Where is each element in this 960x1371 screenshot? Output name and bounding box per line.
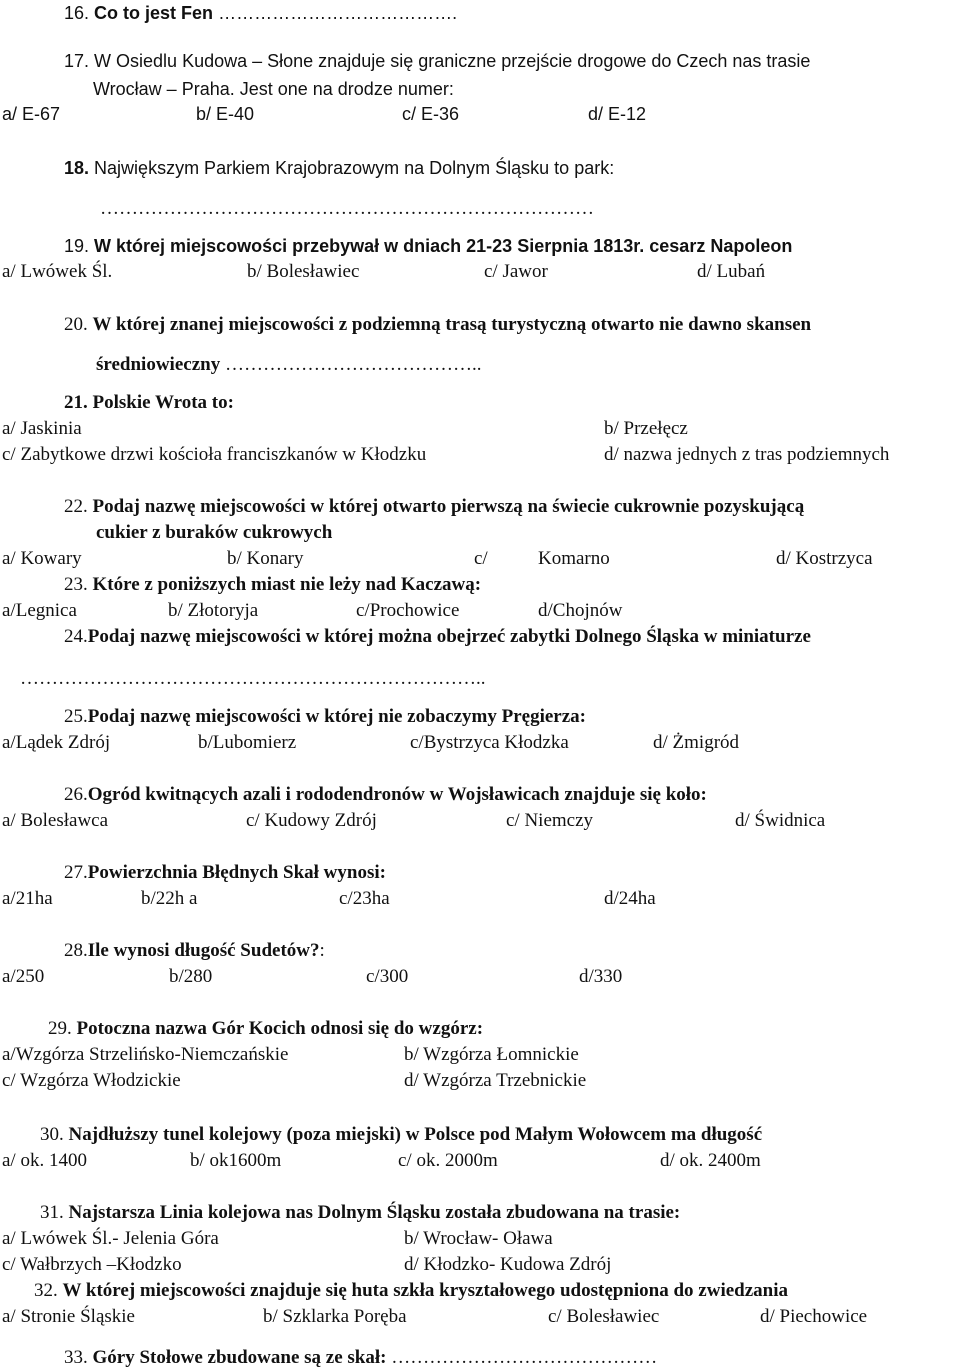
question-21 (64, 392, 234, 414)
option-a: a/ Bolesławca (2, 810, 109, 831)
option-a: a/Legnica (2, 600, 77, 621)
option-c: c/300 (366, 966, 409, 987)
question-16 (64, 2, 457, 24)
question-number: 32. (34, 1280, 58, 1301)
option-b: b/ Przełęcz (604, 418, 688, 439)
question-text: W której miejscowości znajduje się huta szkła kryształowego udostępniona do zwiedzania (62, 1280, 789, 1301)
option-b: b/ Szklarka Poręba (263, 1306, 407, 1327)
option-c: c/ Zabytkowe drzwi kościoła franciszkanów w Kłodzku (2, 444, 427, 465)
question-text: Góry Stołowe zbudowane są ze skał: (92, 1347, 387, 1368)
option-d: d/ Piechowice (760, 1306, 868, 1327)
question-text: Największym Parkiem Krajobrazowym na Dolnym Śląsku to park: (94, 158, 615, 178)
option-b: b/ Wrocław- Oława (404, 1228, 553, 1249)
question-text: średniowieczny (96, 354, 221, 375)
option-b: b/ Konary (227, 548, 304, 569)
option-d: d/ Żmigród (653, 732, 740, 753)
option-b: c/ Kudowy Zdrój (246, 810, 377, 831)
question-30 (40, 1124, 762, 1146)
option-c: c/ (474, 548, 488, 569)
option-c: c/ E-36 (402, 104, 460, 124)
question-number: 25. (64, 706, 88, 727)
option-c-value: Komarno (538, 548, 610, 569)
question-text: Podaj nazwę miejscowości w której nie zobaczymy Pręgierza: (87, 706, 586, 727)
option-b: b/ E-40 (196, 104, 255, 124)
question-25 (64, 706, 586, 728)
question-number: 33. (64, 1347, 88, 1368)
question-number: 27. (64, 862, 88, 883)
question-number: 17. (64, 51, 90, 71)
option-a: a/ E-67 (2, 104, 61, 124)
option-d: d/ E-12 (588, 104, 647, 124)
option-d: d/ Kłodzko- Kudowa Zdrój (404, 1254, 612, 1275)
question-text: Polskie Wrota to: (92, 392, 234, 413)
option-c: c/ Wałbrzych –Kłodzko (2, 1254, 182, 1275)
answer-dots: …………………………………… (386, 1347, 658, 1368)
question-number: 22. (64, 496, 88, 517)
option-b: b/ ok1600m (190, 1150, 282, 1171)
question-text: Co to jest Fen (94, 3, 214, 23)
option-c: c/ Bolesławiec (548, 1306, 660, 1327)
question-19 (64, 235, 792, 257)
question-number: 19. (64, 236, 90, 256)
option-c: c/Prochowice (356, 600, 460, 621)
option-b: b/280 (169, 966, 213, 987)
question-text: Potoczna nazwa Gór Kocich odnosi się do wzgórz: (76, 1018, 484, 1039)
option-a: a/ Kowary (2, 548, 82, 569)
option-c: c/ ok. 2000m (398, 1150, 498, 1171)
question-17 (64, 50, 810, 72)
question-22-line2: cukier z buraków cukrowych (96, 522, 333, 543)
question-text: Najstarsza Linia kolejowa nas Dolnym Śląsku została zbudowana na trasie: (68, 1202, 681, 1223)
question-20-line2 (96, 354, 481, 376)
question-24 (64, 626, 811, 648)
question-29 (48, 1018, 483, 1040)
question-17-line2: Wrocław – Praha. Jest one na drodze numer: (93, 79, 454, 99)
question-18 (64, 157, 614, 179)
option-c: c/ Niemczy (506, 810, 594, 831)
question-text: Które z poniższych miast nie leży nad Kaczawą: (92, 574, 482, 595)
question-text: W Osiedlu Kudowa – Słone znajduje się graniczne przejście drogowe do Czech nas trasie (94, 51, 811, 71)
option-a: a/ ok. 1400 (2, 1150, 87, 1171)
question-number: 30. (40, 1124, 64, 1145)
option-d: d/ Świdnica (735, 810, 826, 831)
question-text: Ogród kwitnących azali i rododendronów w Wojsławicach znajduje się koło: (87, 784, 707, 805)
question-number: 18. (64, 158, 90, 178)
option-b: b/Lubomierz (198, 732, 297, 753)
question-23 (64, 574, 481, 596)
option-b: b/ Wzgórza Łomnickie (404, 1044, 579, 1065)
question-number: 24. (64, 626, 88, 647)
question-text: Podaj nazwę miejscowości w której otwarto pierwszą na świecie cukrownie pozyskującą (92, 496, 805, 517)
option-a: a/ Jaskinia (2, 418, 82, 439)
option-a: a/ Lwówek Śl. (2, 261, 113, 282)
question-20 (64, 314, 811, 336)
option-a: a/ Lwówek Śl.- Jelenia Góra (2, 1228, 219, 1249)
option-c: c/Bystrzyca Kłodzka (410, 732, 569, 753)
question-text: Ile wynosi długość Sudetów? (87, 940, 320, 961)
option-d: d/Chojnów (538, 600, 623, 621)
question-tail: : (319, 940, 325, 961)
question-number: 26. (64, 784, 88, 805)
option-a: a/21ha (2, 888, 53, 909)
option-d: d/ Kostrzyca (776, 548, 873, 569)
question-number: 28. (64, 940, 88, 961)
question-22 (64, 496, 804, 518)
question-32 (34, 1280, 788, 1302)
question-28 (64, 940, 325, 962)
option-c: c/23ha (339, 888, 390, 909)
option-a: a/Wzgórza Strzelińsko-Niemczańskie (2, 1044, 289, 1065)
option-c: c/ Wzgórza Włodzickie (2, 1070, 181, 1091)
question-text: Powierzchnia Błędnych Skał wynosi: (87, 862, 386, 883)
question-number: 23. (64, 574, 88, 595)
question-33 (64, 1347, 657, 1369)
option-c: c/ Jawor (484, 261, 548, 282)
question-number: 16. (64, 3, 90, 23)
option-b: b/ Złotoryja (168, 600, 259, 621)
option-d: d/ Wzgórza Trzebnickie (404, 1070, 587, 1091)
question-number: 29. (48, 1018, 72, 1039)
option-d: d/ nazwa jednych z tras podziemnych (604, 444, 890, 465)
question-text: Najdłuższy tunel kolejowy (poza miejski) w Polsce pod Małym Wołowcem ma długość (68, 1124, 763, 1145)
option-b: b/22h a (141, 888, 198, 909)
question-number: 31. (40, 1202, 64, 1223)
option-a: a/ Stronie Śląskie (2, 1306, 135, 1327)
question-text: Podaj nazwę miejscowości w której można obejrzeć zabytki Dolnego Śląska w miniaturze (87, 626, 811, 647)
option-d: d/330 (579, 966, 623, 987)
answer-dots: ………………………………….. (224, 354, 482, 375)
answer-dots: ……………………………………………………………….. (20, 668, 486, 689)
question-number: 20. (64, 314, 88, 335)
answer-dots: …………………………………………………………………… (100, 198, 594, 219)
option-d: d/ Lubań (697, 261, 766, 282)
question-31 (40, 1202, 680, 1224)
option-b: b/ Bolesławiec (247, 261, 360, 282)
question-text: W której miejscowości przebywał w dniach 21-23 Sierpnia 1813r. cesarz Napoleon (94, 236, 793, 256)
question-number: 21. (64, 392, 88, 413)
option-d: d/24ha (604, 888, 656, 909)
option-a: a/250 (2, 966, 45, 987)
question-26 (64, 784, 707, 806)
answer-dots: …………………………………. (213, 3, 458, 23)
option-d: d/ ok. 2400m (660, 1150, 761, 1171)
question-27 (64, 862, 386, 884)
question-text: W której znanej miejscowości z podziemną trasą turystyczną otwarto nie dawno skansen (92, 314, 812, 335)
option-a: a/Lądek Zdrój (2, 732, 111, 753)
